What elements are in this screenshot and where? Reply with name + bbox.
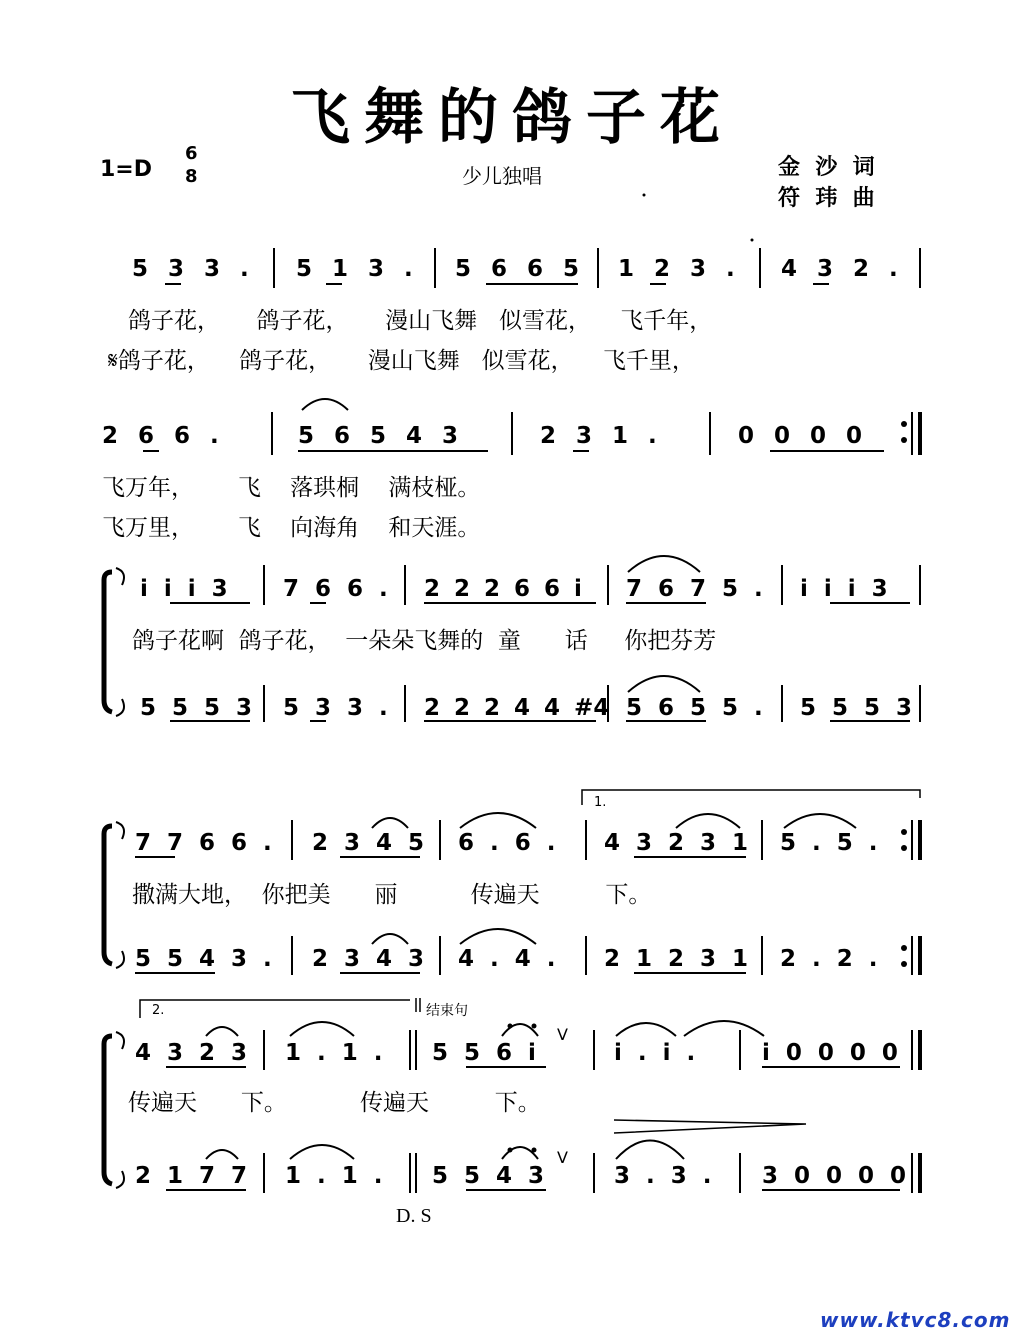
- upper-voice-measure: 7 6 6 .: [283, 576, 388, 602]
- time-signature-top: 6: [185, 143, 198, 164]
- brace: [116, 1032, 124, 1188]
- fermata-dot: [508, 1024, 513, 1029]
- lower-voice-measure: 5 6 5 5 .: [626, 695, 763, 721]
- lower-voice-measure: 5 5 5 3: [140, 695, 253, 721]
- upper-voice-measure: i . i .: [614, 1040, 696, 1066]
- key-signature: 1=D: [100, 157, 153, 182]
- brace: [104, 826, 112, 964]
- volta-2-bracket: [140, 1000, 410, 1018]
- repeat-dot: [901, 829, 907, 835]
- fermata-dot: [532, 1148, 537, 1153]
- upper-voice-measure: i i i 3: [140, 576, 228, 602]
- performance-type: 少儿独唱: [462, 164, 542, 188]
- lyrics-verse-1: 飞万年， 飞 落珙桐 满枝桠。: [102, 475, 481, 501]
- volta-1-label: 1.: [594, 795, 607, 810]
- fermata-dot: [508, 1148, 513, 1153]
- volta-2-label: 2.: [152, 1003, 165, 1018]
- measure-notes: 2 3 1 .: [540, 423, 657, 449]
- repeat-dot: [901, 945, 907, 951]
- slur: [460, 813, 536, 828]
- ending-label: 结束句: [426, 1003, 468, 1019]
- upper-voice-measure: 6 . 6 .: [458, 830, 556, 856]
- brace: [104, 572, 112, 712]
- stray-mark: [643, 194, 646, 197]
- slur: [628, 676, 700, 692]
- lyrics-verse-1: 鸽子花， 鸽子花， 漫山飞舞 似雪花， 飞千年，: [128, 308, 713, 334]
- volta-1-bracket: [582, 790, 920, 805]
- lower-voice-measure: 5 5 4 3 .: [135, 946, 272, 972]
- repeat-dot: [901, 421, 907, 427]
- lower-voice-measure: 2 1 2 3 1: [604, 946, 749, 972]
- repeat-dot: [901, 845, 907, 851]
- slur: [302, 399, 348, 410]
- fermata-dot: [532, 1024, 537, 1029]
- measure-notes: 1 2 3 .: [618, 256, 735, 282]
- lower-voice-measure: 5 5 5 3: [800, 695, 913, 721]
- slur: [628, 556, 700, 572]
- measure-notes: 5 1 3 .: [296, 256, 413, 282]
- upper-voice-measure: 5 . 5 .: [780, 830, 878, 856]
- brace: [116, 822, 124, 968]
- repeat-dot: [901, 961, 907, 967]
- song-title: 飞舞的鸽子花: [290, 83, 734, 153]
- upper-voice-measure: 1 . 1 .: [285, 1040, 383, 1066]
- lower-voice-measure: 2 1 7 7: [135, 1163, 248, 1189]
- slur: [684, 1021, 764, 1036]
- stray-mark: [751, 239, 754, 242]
- slur: [460, 929, 536, 944]
- upper-voice-measure: 4 3 2 3: [135, 1040, 248, 1066]
- measure-notes: 2 6 6 .: [102, 423, 219, 449]
- dal-segno-label: D. S: [396, 1205, 432, 1227]
- slur: [616, 1023, 676, 1036]
- lower-voice-measure: 4 . 4 .: [458, 946, 556, 972]
- brace: [116, 568, 124, 716]
- upper-voice-measure: 5 5 6 i: [432, 1040, 536, 1066]
- measure-notes: 5 6 6 5: [455, 256, 580, 282]
- slur: [206, 1027, 238, 1036]
- lower-voice-measure: 3 0 0 0 0: [762, 1163, 907, 1189]
- watermark: www.ktvc8.com: [820, 1308, 1011, 1332]
- measure-notes: 4 3 2 .: [781, 256, 898, 282]
- slur: [372, 934, 408, 944]
- upper-voice-measure: 7 6 7 5 .: [626, 576, 763, 602]
- lower-voice-measure: 2 3 4 3: [312, 946, 425, 972]
- upper-voice-measure: 2 3 4 5: [312, 830, 425, 856]
- slur: [290, 1022, 354, 1036]
- lower-voice-measure: 2 2 2 4 4 #4: [424, 695, 610, 721]
- brace: [104, 1036, 112, 1184]
- composer-credit: 符 玮 曲: [778, 186, 875, 211]
- upper-voice-measure: i 0 0 0 0: [762, 1040, 898, 1066]
- lyrics: 撒满大地， 你把美 丽 传遍天 下。: [132, 882, 652, 908]
- measure-notes: 5 3 3 .: [132, 256, 249, 282]
- slur: [290, 1145, 354, 1159]
- upper-voice-measure: i i i 3: [800, 576, 888, 602]
- lyricist-credit: 金 沙 词: [778, 155, 875, 180]
- lyrics: 传遍天 下。 传遍天 下。: [128, 1090, 541, 1116]
- upper-voice-measure: 4 3 2 3 1: [604, 830, 749, 856]
- slur: [372, 818, 408, 828]
- slur: [676, 814, 740, 828]
- lower-voice-measure: 5 3 3 .: [283, 695, 388, 721]
- lyrics-verse-2: 飞万里， 飞 向海角 和天涯。: [102, 515, 481, 541]
- upper-voice-measure: 2 2 2 6 6 i: [424, 576, 582, 602]
- lower-voice-measure: 3 . 3 .: [614, 1163, 712, 1189]
- repeat-dot: [901, 437, 907, 443]
- upper-voice-measure: 7 7 6 6 .: [135, 830, 272, 856]
- lyrics: 鸽子花啊 鸽子花， 一朵朵飞舞的 童 话 你把芬芳: [132, 628, 717, 654]
- lower-voice-measure: 1 . 1 .: [285, 1163, 383, 1189]
- time-signature-bottom: 8: [185, 166, 198, 187]
- lyrics-verse-2: 𝄋鸽子花， 鸽子花， 漫山飞舞 似雪花， 飞千里，: [108, 348, 695, 374]
- lower-voice-measure: 2 . 2 .: [780, 946, 878, 972]
- measure-notes: 0 0 0 0: [738, 423, 863, 449]
- measure-notes: 5 6 5 4 3: [298, 423, 459, 449]
- diminuendo: [614, 1120, 806, 1133]
- slur: [206, 1150, 238, 1159]
- lower-voice-measure: 5 5 4 3: [432, 1163, 545, 1189]
- breath-mark: V: [557, 1025, 568, 1044]
- breath-mark: V: [557, 1148, 568, 1167]
- slur: [616, 1141, 684, 1160]
- slur: [784, 814, 856, 828]
